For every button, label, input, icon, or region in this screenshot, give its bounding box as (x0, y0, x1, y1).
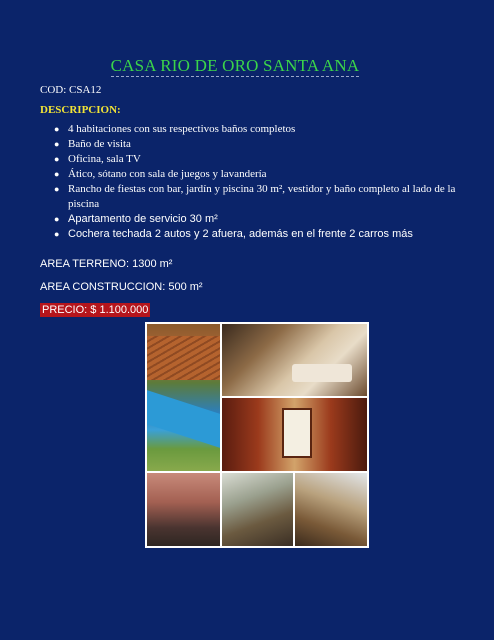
bullet-icon: ● (54, 214, 60, 224)
list-item: ● Rancho de fiestas con bar, jardín y piscina 30 m², vestidor y baño completo al lado de la piscina (54, 183, 456, 210)
property-title: CASA RIO DE ORO SANTA ANA (110, 56, 360, 75)
living-room-photo (147, 473, 220, 546)
interior-hall-photo (222, 398, 367, 471)
bullet-icon: ● (54, 229, 60, 239)
description-heading: DESCRIPCION: (40, 104, 121, 116)
bullet-icon: ● (54, 184, 60, 194)
photo-collage (145, 322, 369, 548)
area-terreno: AREA TERRENO: 1300 m² (40, 258, 173, 270)
exterior-pool-photo (147, 324, 220, 471)
list-item: ● Apartamento de servicio 30 m² (54, 213, 218, 225)
bullet-icon: ● (54, 169, 60, 179)
bullet-icon: ● (54, 124, 60, 134)
list-item: ● Baño de visita (54, 138, 131, 150)
list-item: ● 4 habitaciones con sus respectivos baños completos (54, 123, 296, 135)
list-item: ● Cochera techada 2 autos y 2 afuera, además en el frente 2 carros más (54, 228, 413, 240)
list-item: ● Ático, sótano con sala de juegos y lavandería (54, 168, 267, 180)
area-construccion: AREA CONSTRUCCION: 500 m² (40, 281, 203, 293)
bullet-icon: ● (54, 154, 60, 164)
property-code: COD: CSA12 (40, 84, 102, 96)
feature-list (40, 122, 488, 242)
kitchen-photo (295, 473, 367, 546)
bullet-icon: ● (54, 139, 60, 149)
list-item: ● Oficina, sala TV (54, 153, 141, 165)
second-bedroom-photo (222, 473, 293, 546)
price-label: PRECIO: $ 1.100.000 (42, 304, 149, 316)
bedroom-photo (222, 324, 367, 396)
